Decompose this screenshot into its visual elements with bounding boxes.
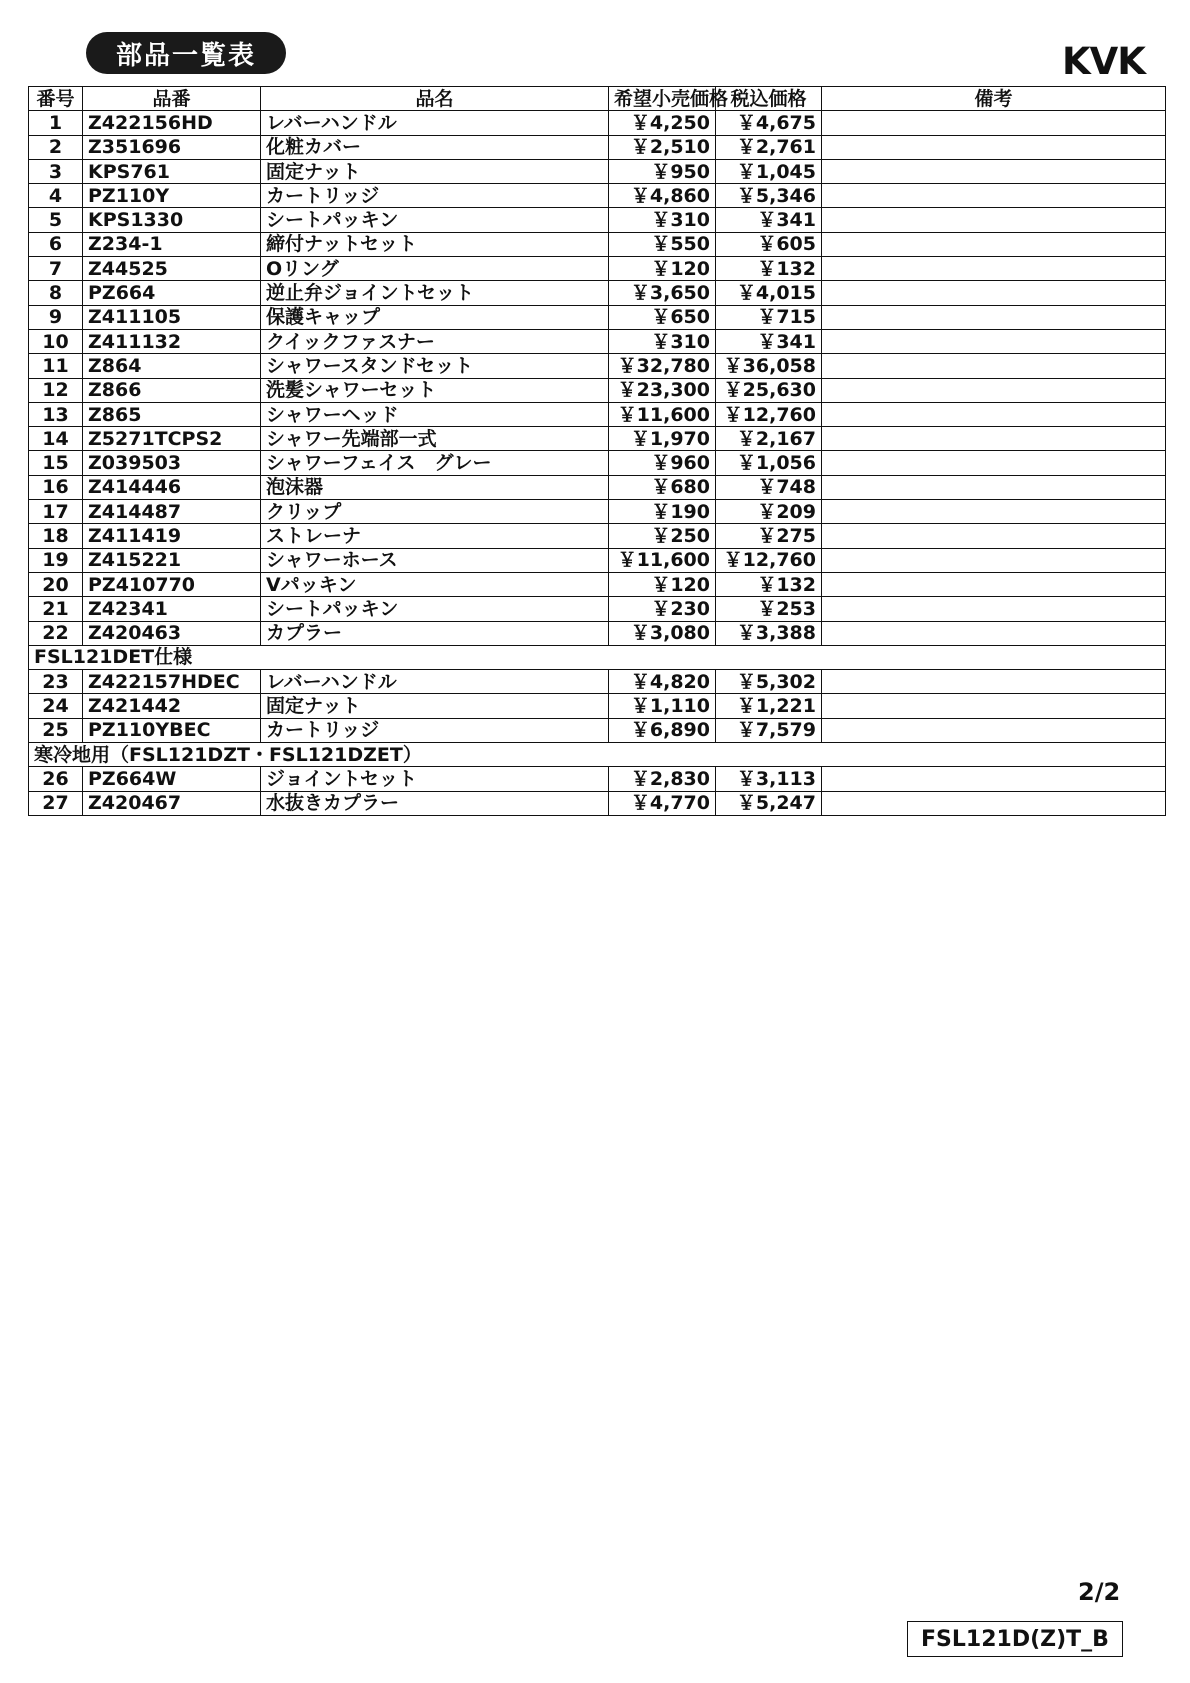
table-row: [29, 718, 1166, 742]
cell-part-number: KPS761: [83, 159, 261, 183]
cell-part-number: KPS1330: [83, 208, 261, 232]
cell-tax-price: ￥253: [716, 597, 822, 621]
cell-number: 2: [29, 135, 83, 159]
cell-part-number: Z5271TCPS2: [83, 427, 261, 451]
cell-part-name: 泡沫器: [261, 475, 609, 499]
cell-retail-price: ￥4,770: [609, 791, 716, 815]
table-row: [29, 329, 1166, 353]
col-header-tax-price: 税込価格: [716, 87, 822, 111]
cell-part-number: Z422156HD: [83, 111, 261, 135]
cell-part-number: Z411132: [83, 329, 261, 353]
cell-notes: [822, 621, 1166, 645]
cell-part-name: カートリッジ: [261, 718, 609, 742]
cell-number: 16: [29, 475, 83, 499]
cell-notes: [822, 111, 1166, 135]
cell-retail-price: ￥120: [609, 572, 716, 596]
cell-number: 9: [29, 305, 83, 329]
cell-part-number: PZ664: [83, 281, 261, 305]
cell-tax-price: ￥4,015: [716, 281, 822, 305]
cell-number: 24: [29, 694, 83, 718]
cell-retail-price: ￥550: [609, 232, 716, 256]
cell-tax-price: ￥36,058: [716, 354, 822, 378]
table-row: [29, 135, 1166, 159]
cell-number: 5: [29, 208, 83, 232]
cell-tax-price: ￥275: [716, 524, 822, 548]
cell-number: 1: [29, 111, 83, 135]
cell-tax-price: ￥3,388: [716, 621, 822, 645]
page-number: 2/2: [1078, 1578, 1121, 1606]
cell-retail-price: ￥4,860: [609, 184, 716, 208]
cell-notes: [822, 184, 1166, 208]
cell-notes: [822, 451, 1166, 475]
cell-number: 10: [29, 329, 83, 353]
table-row: [29, 572, 1166, 596]
cell-retail-price: ￥2,830: [609, 767, 716, 791]
cell-notes: [822, 500, 1166, 524]
col-header-notes: 備考: [822, 87, 1166, 111]
table-header-row: [29, 87, 1166, 111]
cell-retail-price: ￥3,080: [609, 621, 716, 645]
col-header-number: 番号: [29, 87, 83, 111]
table-row: [29, 281, 1166, 305]
cell-notes: [822, 572, 1166, 596]
cell-retail-price: ￥310: [609, 329, 716, 353]
cell-number: 12: [29, 378, 83, 402]
cell-tax-price: ￥605: [716, 232, 822, 256]
cell-notes: [822, 475, 1166, 499]
cell-notes: [822, 135, 1166, 159]
cell-part-name: Vパッキン: [261, 572, 609, 596]
cell-part-name: シャワーヘッド: [261, 402, 609, 426]
cell-notes: [822, 208, 1166, 232]
cell-part-name: カートリッジ: [261, 184, 609, 208]
cell-retail-price: ￥11,600: [609, 402, 716, 426]
cell-notes: [822, 524, 1166, 548]
cell-part-number: Z44525: [83, 257, 261, 281]
cell-part-name: シャワーホース: [261, 548, 609, 572]
cell-part-number: Z234-1: [83, 232, 261, 256]
table-row: [29, 208, 1166, 232]
cell-part-name: シャワーフェイス グレー: [261, 451, 609, 475]
cell-retail-price: ￥190: [609, 500, 716, 524]
cell-part-number: Z866: [83, 378, 261, 402]
cell-part-name: Oリング: [261, 257, 609, 281]
cell-part-number: Z422157HDEC: [83, 670, 261, 694]
cell-retail-price: ￥960: [609, 451, 716, 475]
table-row: [29, 402, 1166, 426]
cell-retail-price: ￥680: [609, 475, 716, 499]
table-row: [29, 159, 1166, 183]
cell-tax-price: ￥1,045: [716, 159, 822, 183]
cell-number: 8: [29, 281, 83, 305]
cell-tax-price: ￥3,113: [716, 767, 822, 791]
cell-part-name: 化粧カバー: [261, 135, 609, 159]
parts-table: [28, 86, 1166, 816]
brand-logo: KVK: [1062, 40, 1145, 83]
cell-number: 17: [29, 500, 83, 524]
cell-notes: [822, 354, 1166, 378]
cell-retail-price: ￥1,110: [609, 694, 716, 718]
cell-part-number: Z414446: [83, 475, 261, 499]
cell-part-name: ストレーナ: [261, 524, 609, 548]
parts-table-body: [29, 111, 1166, 816]
cell-retail-price: ￥11,600: [609, 548, 716, 572]
table-row: [29, 184, 1166, 208]
section-label: 寒冷地用（FSL121DZT・FSL121DZET）: [29, 743, 1166, 767]
cell-part-number: PZ110Y: [83, 184, 261, 208]
cell-part-name: 逆止弁ジョイントセット: [261, 281, 609, 305]
cell-number: 27: [29, 791, 83, 815]
cell-tax-price: ￥12,760: [716, 548, 822, 572]
table-row: [29, 475, 1166, 499]
cell-number: 3: [29, 159, 83, 183]
cell-part-number: Z42341: [83, 597, 261, 621]
table-row: [29, 354, 1166, 378]
cell-tax-price: ￥5,302: [716, 670, 822, 694]
cell-retail-price: ￥120: [609, 257, 716, 281]
cell-number: 13: [29, 402, 83, 426]
cell-tax-price: ￥5,346: [716, 184, 822, 208]
cell-notes: [822, 767, 1166, 791]
cell-part-name: シャワースタンドセット: [261, 354, 609, 378]
cell-part-name: 固定ナット: [261, 694, 609, 718]
cell-retail-price: ￥4,250: [609, 111, 716, 135]
table-row: [29, 597, 1166, 621]
cell-retail-price: ￥250: [609, 524, 716, 548]
cell-part-name: 洗髪シャワーセット: [261, 378, 609, 402]
cell-number: 21: [29, 597, 83, 621]
cell-retail-price: ￥2,510: [609, 135, 716, 159]
cell-notes: [822, 427, 1166, 451]
cell-retail-price: ￥3,650: [609, 281, 716, 305]
cell-part-number: Z411105: [83, 305, 261, 329]
table-row: [29, 427, 1166, 451]
table-row: [29, 548, 1166, 572]
table-row: [29, 378, 1166, 402]
section-row: [29, 645, 1166, 669]
cell-retail-price: ￥1,970: [609, 427, 716, 451]
cell-notes: [822, 670, 1166, 694]
cell-tax-price: ￥748: [716, 475, 822, 499]
cell-tax-price: ￥1,221: [716, 694, 822, 718]
cell-tax-price: ￥2,761: [716, 135, 822, 159]
table-row: [29, 524, 1166, 548]
cell-retail-price: ￥230: [609, 597, 716, 621]
cell-number: 20: [29, 572, 83, 596]
cell-retail-price: ￥310: [609, 208, 716, 232]
cell-part-name: クリップ: [261, 500, 609, 524]
table-row: [29, 694, 1166, 718]
cell-part-number: Z415221: [83, 548, 261, 572]
cell-tax-price: ￥2,167: [716, 427, 822, 451]
cell-number: 19: [29, 548, 83, 572]
cell-part-name: 水抜きカプラー: [261, 791, 609, 815]
cell-notes: [822, 281, 1166, 305]
cell-part-number: Z420467: [83, 791, 261, 815]
cell-tax-price: ￥7,579: [716, 718, 822, 742]
cell-part-name: シャワー先端部一式: [261, 427, 609, 451]
cell-tax-price: ￥12,760: [716, 402, 822, 426]
cell-part-name: レバーハンドル: [261, 111, 609, 135]
cell-notes: [822, 232, 1166, 256]
table-row: [29, 257, 1166, 281]
cell-notes: [822, 548, 1166, 572]
cell-part-name: 保護キャップ: [261, 305, 609, 329]
cell-part-name: 締付ナットセット: [261, 232, 609, 256]
cell-number: 25: [29, 718, 83, 742]
cell-number: 7: [29, 257, 83, 281]
cell-part-number: PZ664W: [83, 767, 261, 791]
table-row: [29, 305, 1166, 329]
table-row: [29, 232, 1166, 256]
cell-part-number: Z039503: [83, 451, 261, 475]
table-row: [29, 111, 1166, 135]
cell-number: 11: [29, 354, 83, 378]
table-row: [29, 767, 1166, 791]
cell-part-number: Z414487: [83, 500, 261, 524]
cell-part-name: 固定ナット: [261, 159, 609, 183]
table-row: [29, 670, 1166, 694]
cell-number: 18: [29, 524, 83, 548]
cell-number: 23: [29, 670, 83, 694]
cell-notes: [822, 329, 1166, 353]
cell-number: 22: [29, 621, 83, 645]
cell-tax-price: ￥132: [716, 257, 822, 281]
cell-tax-price: ￥25,630: [716, 378, 822, 402]
cell-notes: [822, 257, 1166, 281]
cell-part-number: PZ110YBEC: [83, 718, 261, 742]
cell-part-number: PZ410770: [83, 572, 261, 596]
cell-part-number: Z411419: [83, 524, 261, 548]
cell-notes: [822, 718, 1166, 742]
cell-number: 26: [29, 767, 83, 791]
table-row: [29, 451, 1166, 475]
col-header-part-name: 品名: [261, 87, 609, 111]
cell-notes: [822, 597, 1166, 621]
cell-number: 6: [29, 232, 83, 256]
col-header-retail-price: 希望小売価格: [609, 87, 716, 111]
cell-tax-price: ￥341: [716, 208, 822, 232]
cell-part-number: Z864: [83, 354, 261, 378]
section-row: [29, 743, 1166, 767]
cell-notes: [822, 378, 1166, 402]
cell-part-name: シートパッキン: [261, 597, 609, 621]
cell-tax-price: ￥5,247: [716, 791, 822, 815]
cell-part-name: ジョイントセット: [261, 767, 609, 791]
cell-retail-price: ￥950: [609, 159, 716, 183]
cell-notes: [822, 159, 1166, 183]
cell-notes: [822, 791, 1166, 815]
cell-retail-price: ￥32,780: [609, 354, 716, 378]
cell-tax-price: ￥209: [716, 500, 822, 524]
cell-part-number: Z351696: [83, 135, 261, 159]
cell-number: 14: [29, 427, 83, 451]
cell-part-number: Z420463: [83, 621, 261, 645]
cell-notes: [822, 305, 1166, 329]
cell-part-number: Z865: [83, 402, 261, 426]
cell-notes: [822, 402, 1166, 426]
cell-part-name: レバーハンドル: [261, 670, 609, 694]
cell-number: 15: [29, 451, 83, 475]
cell-tax-price: ￥132: [716, 572, 822, 596]
cell-part-name: シートパッキン: [261, 208, 609, 232]
cell-part-number: Z421442: [83, 694, 261, 718]
cell-part-name: カプラー: [261, 621, 609, 645]
table-row: [29, 500, 1166, 524]
table-row: [29, 791, 1166, 815]
cell-tax-price: ￥1,056: [716, 451, 822, 475]
cell-part-name: クイックファスナー: [261, 329, 609, 353]
cell-number: 4: [29, 184, 83, 208]
cell-retail-price: ￥4,820: [609, 670, 716, 694]
cell-tax-price: ￥715: [716, 305, 822, 329]
page-title: 部品一覧表: [86, 32, 286, 74]
col-header-part-number: 品番: [83, 87, 261, 111]
cell-notes: [822, 694, 1166, 718]
table-row: [29, 621, 1166, 645]
cell-retail-price: ￥23,300: [609, 378, 716, 402]
cell-retail-price: ￥650: [609, 305, 716, 329]
section-label: FSL121DET仕様: [29, 645, 1166, 669]
cell-tax-price: ￥341: [716, 329, 822, 353]
cell-retail-price: ￥6,890: [609, 718, 716, 742]
cell-tax-price: ￥4,675: [716, 111, 822, 135]
model-code-box: FSL121D(Z)T_B: [907, 1621, 1123, 1657]
